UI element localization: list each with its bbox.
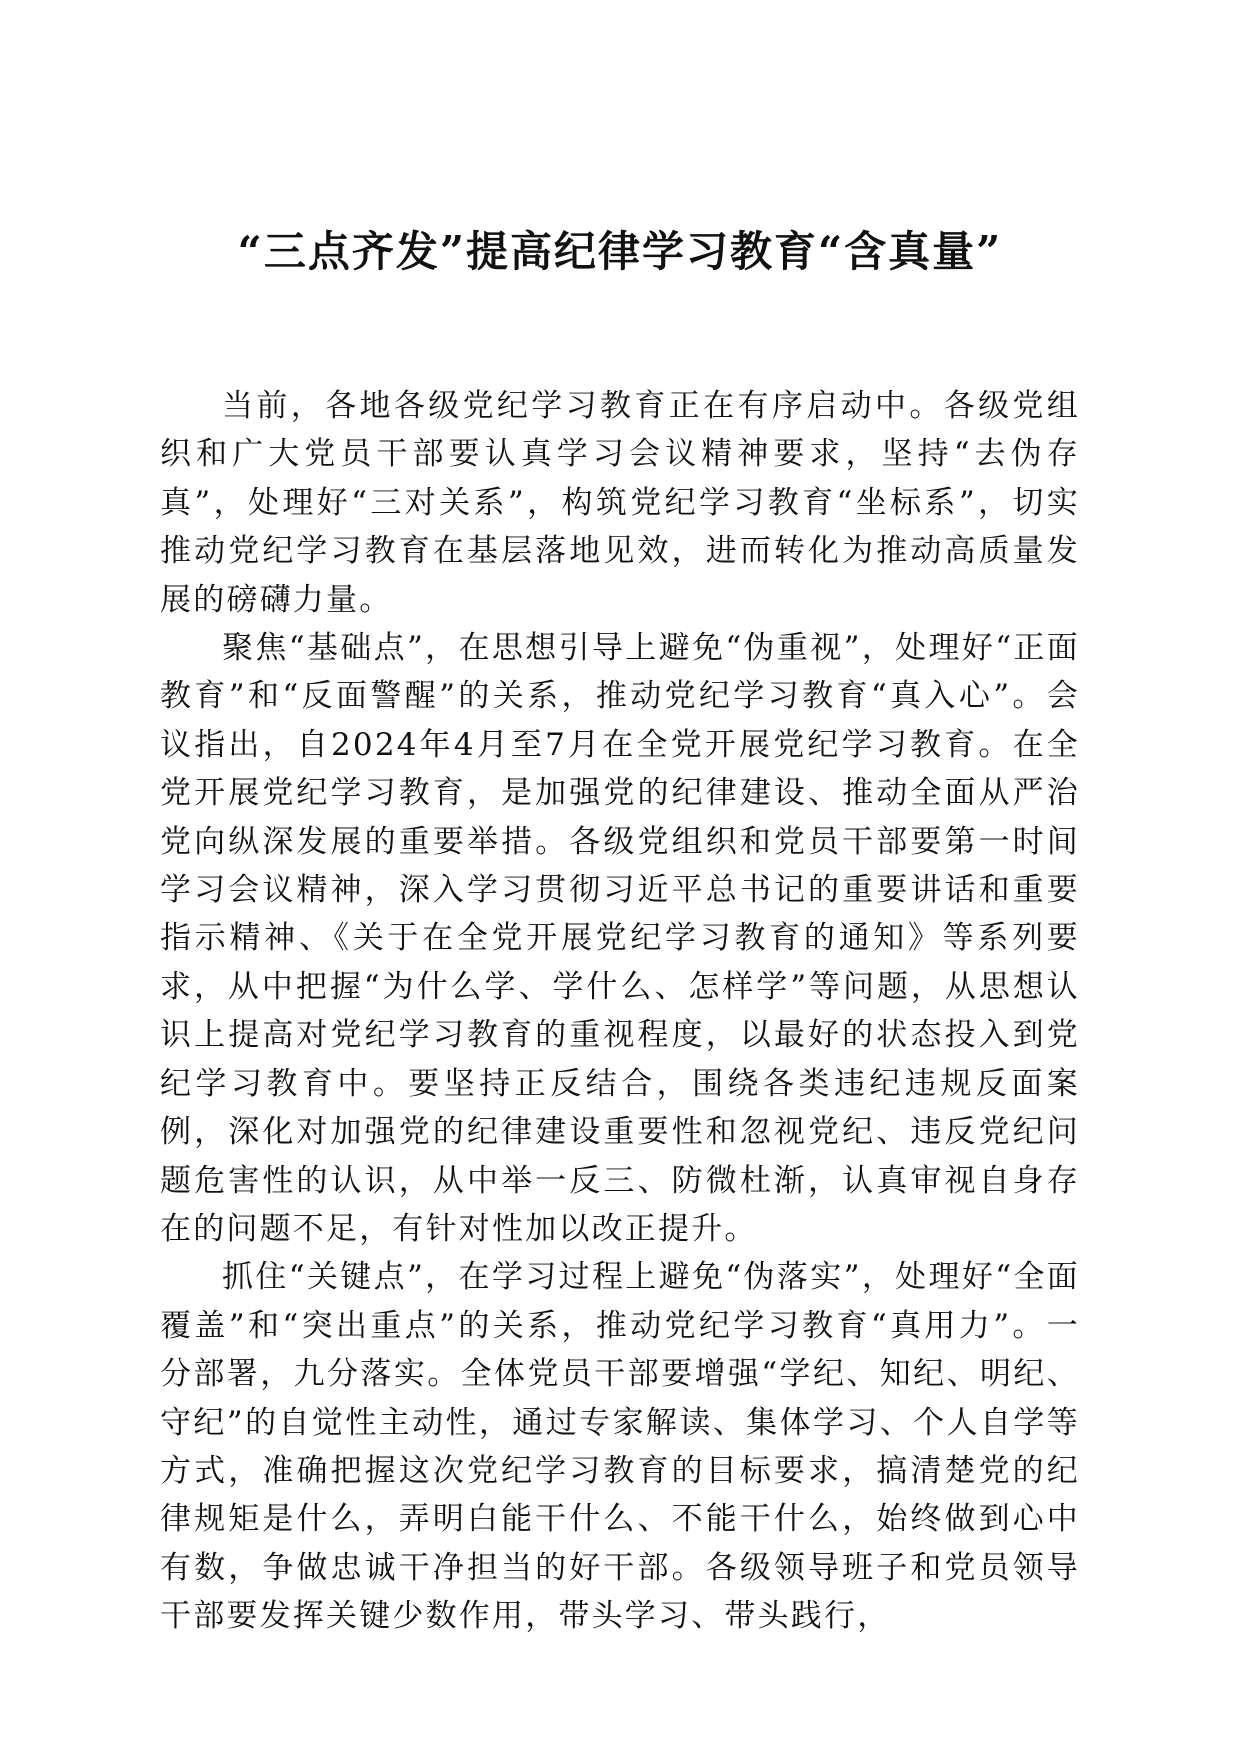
paragraph-foundation-point: 聚焦“基础点”，在思想引导上避免“伪重视”，处理好“正面教育”和“反面警醒”的关系，推动党纪学习教育“真入心”。会议指出，自2024年4月至7月在全党开展党纪学习教育。在全党开展党纪学习教育，是加强党的纪律建设、推动全面从严治党向纵深发展的重要举措。各级党组织和党员干部要第一时间学习会议精神，深入学习贯彻习近平总书记的重要讲话和重要指示精神、《关于在全党开展党纪学习教育的通知》等系列要求，从中把握“为什么学、学什么、怎样学”等问题，从思想认识上提高对党纪学习教育的重视程度，以最好的状态投入到党纪学习教育中。要坚持正反结合，围绕各类违纪违规反面案例，深化对加强党的纪律建设重要性和忽视党纪、违反党纪问题危害性的认识，从中举一反三、防微杜渐，认真审视自身存在的问题不足，有针对性加以改正提升。 xyxy=(160,630,1080,1247)
paragraph-key-point: 抓住“关键点”，在学习过程上避免“伪落实”，处理好“全面覆盖”和“突出重点”的关系，推动党纪学习教育“真用力”。一分部署，九分落实。全体党员干部要增强“学纪、知纪、明纪、守纪”的自觉性主动性，通过专家解读、集体学习、个人自学等方式，准确把握这次党纪学习教育的目标要求，搞清楚党的纪律规矩是什么，弄明白能干什么、不能干什么，始终做到心中有数，争做忠诚干净担当的好干部。各级领导班子和党员领导干部要发挥关键少数作用，带头学习、带头践行， xyxy=(160,1259,1080,1635)
document-body xyxy=(160,382,1080,1641)
document-title: “三点齐发”提高纪律学习教育“含真量” xyxy=(237,227,1003,276)
paragraph-intro: 当前，各地各级党纪学习教育正在有序启动中。各级党组织和广大党员干部要认真学习会议精神要求，坚持“去伪存真”，处理好“三对关系”，构筑党纪学习教育“坐标系”，切实推动党纪学习教育在基层落地见效，进而转化为推动高质量发展的磅礴力量。 xyxy=(160,388,1080,618)
